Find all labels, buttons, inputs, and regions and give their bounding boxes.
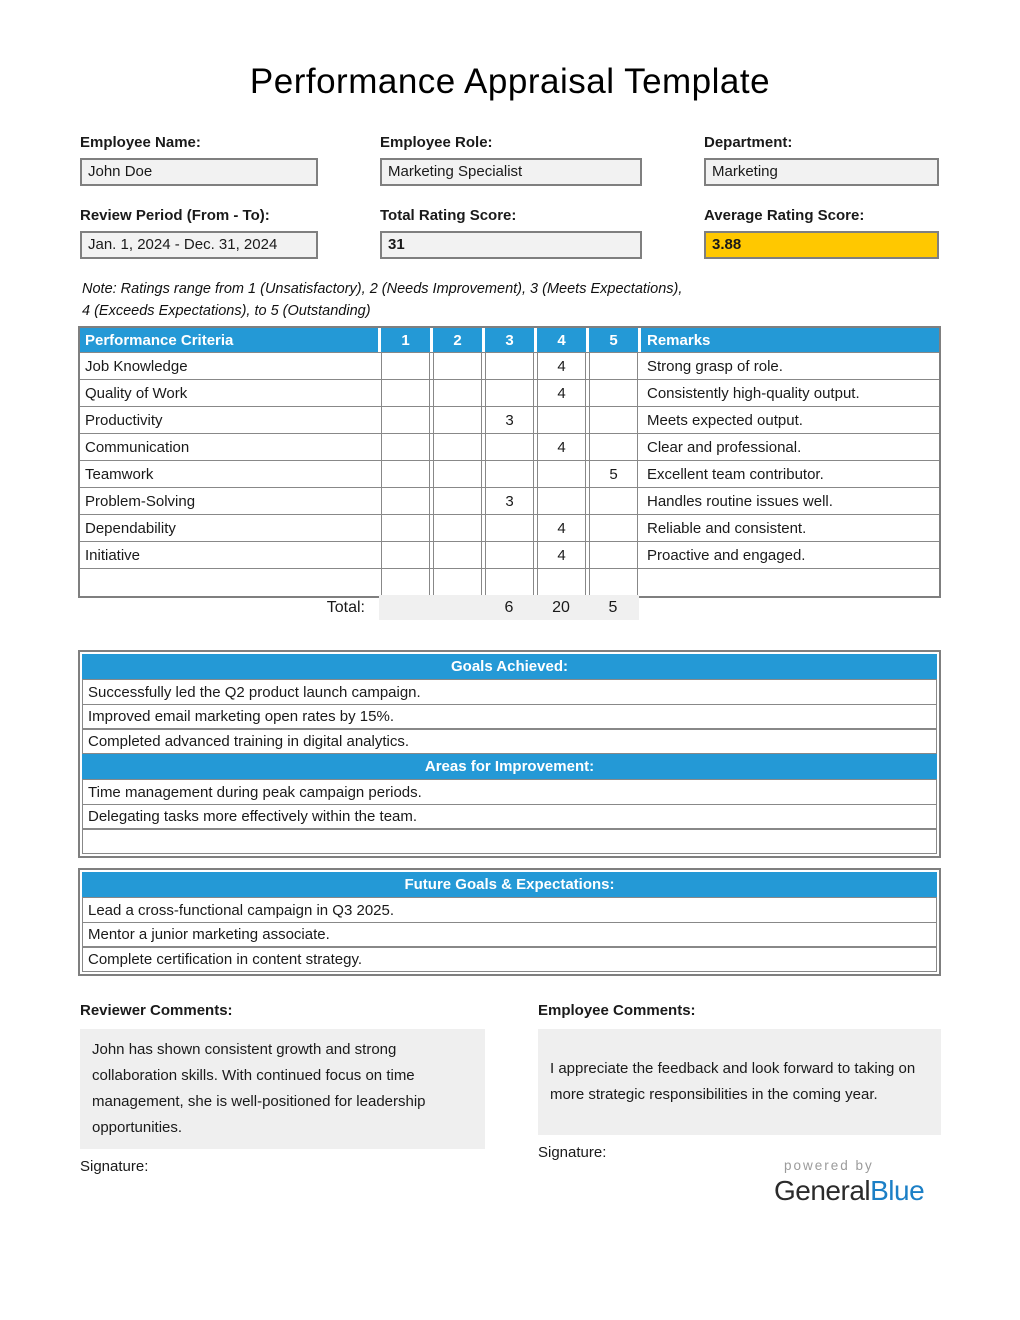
rating-cell [381,353,430,379]
employee-role-input[interactable]: Marketing Specialist [380,158,642,186]
rating-cell: 4 [537,434,586,460]
rating-cell [433,488,482,514]
header-rating-3: 3 [485,328,534,352]
future-goal-row: Lead a cross-functional campaign in Q3 2025. [82,897,937,923]
rating-cell [589,353,638,379]
table-row [80,542,939,569]
rating-cell [433,569,482,596]
generalblue-logo [774,1175,939,1207]
table-row [80,434,939,461]
logo-general-text: General [774,1175,871,1206]
header-rating-2: 2 [433,328,482,352]
note-line-1: Note: Ratings range from 1 (Unsatisfactory), 2 (Needs Improvement), 3 (Meets Expectations), [82,281,683,297]
rating-cell [381,407,430,433]
total-rating-field [380,207,642,259]
remarks-cell [641,569,939,596]
rating-cell [589,569,638,596]
rating-cell [381,380,430,406]
average-rating-label: Average Rating Score: [704,207,865,224]
header-performance-criteria: Performance Criteria [80,328,378,352]
rating-cell [433,542,482,568]
footer-brand [774,1158,939,1207]
employee-comments-box[interactable]: I appreciate the feedback and look forward to taking on more strategic responsibilities in the coming year. [538,1029,941,1135]
rating-cell [589,542,638,568]
improvement-row: Time management during peak campaign periods. [82,779,937,805]
criteria-cell: Dependability [85,519,176,537]
rating-cell [381,515,430,541]
total-rating-label: Total Rating Score: [380,207,517,224]
rating-cell [433,434,482,460]
future-goal-row: Complete certification in content strategy. [82,946,937,972]
criteria-cell: Job Knowledge [85,357,188,375]
criteria-cell: Initiative [85,546,141,564]
rating-cell [485,569,534,596]
table-row [80,488,939,515]
future-goals-header: Future Goals & Expectations: [82,872,937,897]
remarks-cell: Proactive and engaged. [647,546,806,564]
table-row [80,461,939,488]
total-label: Total: [326,598,365,616]
criteria-cell [80,569,378,596]
table-row [80,380,939,407]
rating-cell: 4 [537,353,586,379]
review-period-input[interactable]: Jan. 1, 2024 - Dec. 31, 2024 [80,231,318,259]
rating-cell [589,515,638,541]
rating-cell [381,488,430,514]
review-period-field [80,207,318,259]
goal-row: Improved email marketing open rates by 15%. [82,704,937,730]
header-remarks: Remarks [641,328,939,352]
logo-blue-text: Blue [870,1175,925,1206]
table-row [80,515,939,542]
rating-cell [485,461,534,487]
criteria-cell: Teamwork [85,465,154,483]
rating-cell [537,407,586,433]
employee-role-label: Employee Role: [380,134,493,151]
employee-name-input[interactable]: John Doe [80,158,318,186]
rating-cell [433,407,482,433]
table-row [80,407,939,434]
rating-cell [537,488,586,514]
improvement-row: Delegating tasks more effectively within the team. [82,804,937,830]
rating-cell [485,353,534,379]
criteria-cell: Productivity [85,411,163,429]
goal-row: Completed advanced training in digital analytics. [82,728,937,754]
remarks-cell: Handles routine issues well. [647,492,833,510]
total-values-strip [379,595,639,620]
employee-name-label: Employee Name: [80,134,201,151]
goal-row: Successfully led the Q2 product launch campaign. [82,679,937,705]
rating-cell [537,569,586,596]
rating-cell: 4 [537,542,586,568]
total-row [78,595,941,620]
employee-comments-column [538,1002,941,1175]
future-goal-row: Mentor a junior marketing associate. [82,922,937,948]
remarks-cell: Excellent team contributor. [647,465,824,483]
table-row [80,353,939,380]
comments-section [80,1002,941,1175]
rating-cell [433,515,482,541]
goal-sections [78,650,941,976]
employee-signature-label: Signature: [538,1144,607,1161]
employee-role-field [380,134,642,186]
page-title: Performance Appraisal Template [249,62,771,101]
remarks-cell: Consistently high-quality output. [647,384,860,402]
rating-cell [537,461,586,487]
rating-cell [485,542,534,568]
remarks-cell: Strong grasp of role. [647,357,783,375]
employee-comments-label: Employee Comments: [538,1002,696,1019]
rating-cell [485,434,534,460]
average-rating-input[interactable]: 3.88 [704,231,939,259]
department-label: Department: [704,134,793,151]
remarks-cell: Reliable and consistent. [647,519,807,537]
rating-table-header-row [80,328,939,353]
rating-cell [589,434,638,460]
rating-cell: 4 [537,515,586,541]
header-rating-4: 4 [537,328,586,352]
goals-achieved-block [78,650,941,858]
criteria-cell: Quality of Work [85,384,188,402]
reviewer-comments-label: Reviewer Comments: [80,1002,233,1019]
rating-cell [485,380,534,406]
rating-cell [433,353,482,379]
employee-info-section [80,134,939,259]
table-row-empty [80,569,939,596]
note-line-2: 4 (Exceeds Expectations), to 5 (Outstanding) [82,303,371,320]
rating-cell: 4 [537,380,586,406]
rating-cell [433,461,482,487]
department-field [704,134,939,186]
header-rating-5: 5 [589,328,638,352]
areas-improvement-header: Areas for Improvement: [82,754,937,779]
rating-table [78,326,941,598]
criteria-cell: Problem-Solving [85,492,196,510]
review-period-label: Review Period (From - To): [80,207,270,224]
total-col-1 [379,595,431,620]
reviewer-comments-column [80,1002,485,1175]
rating-cell [433,380,482,406]
total-col-3: 6 [504,598,514,616]
future-goals-block [78,868,941,976]
rating-cell [485,515,534,541]
goals-achieved-header: Goals Achieved: [82,654,937,679]
total-rating-input[interactable]: 31 [380,231,642,259]
criteria-cell: Communication [85,438,190,456]
rating-cell [381,569,430,596]
rating-cell [589,407,638,433]
total-col-4: 20 [552,598,570,616]
rating-cell [381,542,430,568]
rating-scale-note [82,278,682,323]
reviewer-comments-box[interactable]: John has shown consistent growth and strong collaboration skills. With continued focus on time management, she is well-positioned for leadership opportunities. [80,1029,485,1149]
department-input[interactable]: Marketing [704,158,939,186]
rating-cell: 5 [589,461,638,487]
average-rating-field [704,207,939,259]
rating-cell [589,488,638,514]
powered-by-text: powered by [784,1158,874,1173]
rating-cell: 3 [485,407,534,433]
rating-cell [381,461,430,487]
rating-cell: 3 [485,488,534,514]
rating-cell [381,434,430,460]
remarks-cell: Meets expected output. [647,411,803,429]
header-rating-1: 1 [381,328,430,352]
reviewer-signature-label: Signature: [80,1158,149,1176]
total-col-2 [431,595,483,620]
total-col-5: 5 [608,598,618,616]
rating-cell [589,380,638,406]
improvement-row-empty [82,828,937,854]
remarks-cell: Clear and professional. [647,438,802,456]
employee-name-field [80,134,318,186]
